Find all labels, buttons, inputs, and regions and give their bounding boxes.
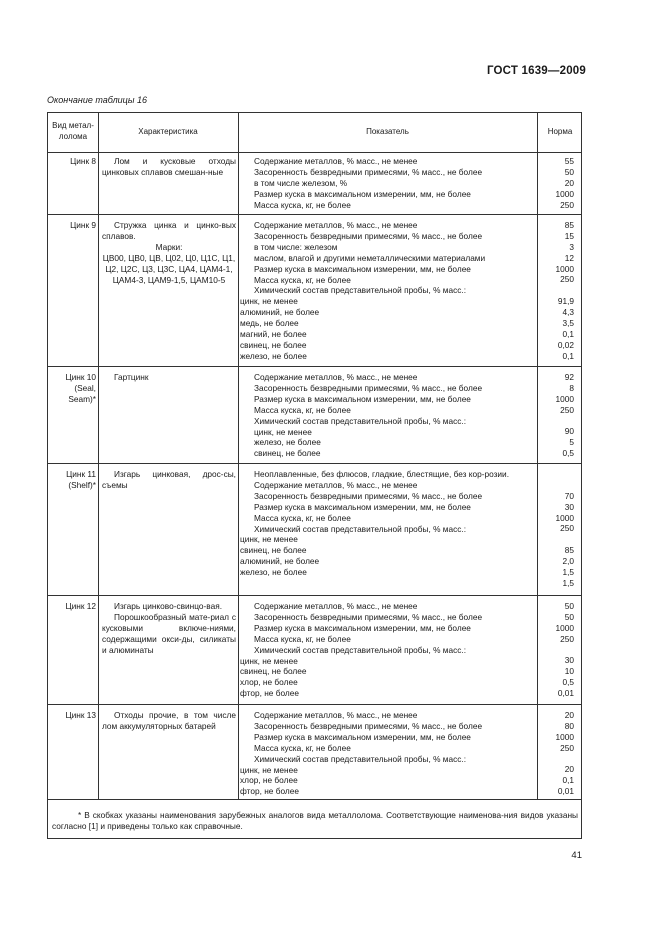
table-footnote: * В скобках указаны наименования зарубежных аналогов вида металлолома. Соответствующие наименова-ния видов указаны согласно [1] и приведены только как справочные. bbox=[52, 810, 578, 831]
column-header-norm: Норма bbox=[547, 127, 573, 136]
table-row-norms: 85 15 3 12 1000 250 91,9 4,3 3,5 0,1 0,02 0,1 bbox=[555, 220, 574, 361]
row-divider bbox=[48, 152, 581, 153]
table-row-type: Цинк 13 bbox=[65, 710, 96, 720]
table-row-indicators: Неоплавленные, без флюсов, гладкие, блестящие, без кор-розии. Содержание металлов, % масс., не менее Засоренность безвредными примесями, % масс., не более Размер куска в максимальном измерении, мм, не более Масса куска, кг, не более Химический состав представительной пробы, % масс.: цинк, не менее свинец, не более алюминий, не более железо, не более bbox=[240, 469, 509, 578]
table-row-type: Цинк 9 bbox=[70, 220, 96, 230]
table-row-indicators: Содержание металлов, % масс., не менее Засоренность безвредными примесями, % масс., не более Размер куска в максимальном измерении, мм, не более Масса куска, кг, не более Химический состав представительной пробы, % масс.: цинк, не менее хлор, не более фтор, не более bbox=[240, 710, 483, 797]
page-number: 41 bbox=[571, 850, 582, 861]
table-row-characteristic: Гартцинк bbox=[114, 372, 149, 382]
row-divider bbox=[48, 463, 581, 464]
table-row-characteristic: Лом и кусковые отходы цинковых сплавов смешан-ные bbox=[102, 156, 236, 177]
row-divider bbox=[48, 366, 581, 367]
table-row-norms: 20 80 1000 250 20 0,1 0,01 bbox=[555, 710, 574, 797]
data-table bbox=[47, 112, 582, 839]
table-caption: Окончание таблицы 16 bbox=[47, 95, 147, 105]
table-row-indicators: Содержание металлов, % масс., не менее Засоренность безвредными примесями, % масс., не более в том числе: железом маслом, влагой и другими неметаллическими материалами Размер куска в максимальном измерении, мм, не более Масса куска, кг, не более Химический состав представительной пробы, % масс.: цинк, не менее алюминий, не более медь, не более магний, не более свинец, не более железо, не более bbox=[240, 220, 486, 361]
table-row-norms: 55 50 20 1000 250 bbox=[555, 156, 574, 210]
table-row-norms: 70 30 1000 250 85 2,0 1,5 1,5 bbox=[555, 490, 574, 588]
row-divider bbox=[48, 214, 581, 215]
table-row-type: Цинк 8 bbox=[70, 156, 96, 166]
row-divider bbox=[48, 704, 581, 705]
table-row-indicators: Содержание металлов, % масс., не менее Засоренность безвредными примесями, % масс., не более Размер куска в максимальном измерении, мм, не более Масса куска, кг, не более Химический состав представительной пробы, % масс.: цинк, не менее железо, не более свинец, не более bbox=[254, 372, 483, 459]
row-divider bbox=[48, 799, 581, 800]
row-divider bbox=[48, 595, 581, 596]
table-row-indicators: Содержание металлов, % масс., не менее Засоренность безвредными примесями, % масс., не более Размер куска в максимальном измерении, мм, не более Масса куска, кг, не более Химический состав представительной пробы, % масс.: цинк, не менее свинец, не более хлор, не более фтор, не более bbox=[240, 601, 483, 699]
table-row-characteristic: Изгарь цинковая, дрос-сы, съемы bbox=[102, 469, 236, 490]
column-header-type: Вид метал-лолома bbox=[52, 121, 94, 141]
table-row-norms: 92 8 1000 250 90 5 0,5 bbox=[555, 372, 574, 459]
table-row-characteristic: Изгарь цинково-свинцо-вая. Порошкообразный мате-риал с кусковыми включе-ниями, содержащими окси-ды, силикаты и алюминаты bbox=[102, 601, 236, 655]
column-divider bbox=[98, 113, 99, 799]
table-row-characteristic: Отходы прочие, в том числе лом аккумуляторных батарей bbox=[102, 710, 236, 731]
table-row-type: Цинк 11 (Shelf)* bbox=[66, 469, 96, 490]
table-row-type: Цинк 10 (Seal, Seam)* bbox=[65, 372, 96, 404]
table-row-characteristic: Стружка цинка и цинко-вых сплавов. Марки: ЦВ00, ЦВ0, ЦВ, Ц02, Ц0, Ц1С, Ц1, Ц2, Ц2С, Ц3, Ц3С, ЦА4, ЦАМ4-1, ЦАМ4-3, ЦАМ9-1,5, ЦАМ10-5 bbox=[102, 220, 236, 285]
column-header-indicator: Показатель bbox=[366, 127, 409, 136]
column-header-characteristic: Характеристика bbox=[138, 127, 198, 136]
column-divider bbox=[238, 113, 239, 799]
table-row-norms: 50 50 1000 250 30 10 0,5 0,01 bbox=[555, 601, 574, 699]
table-row-indicators: Содержание металлов, % масс., не менее Засоренность безвредными примесями, % масс., не более в том числе железом, % Размер куска в максимальном измерении, мм, не более Масса куска, кг, не более bbox=[254, 156, 483, 210]
table-row-type: Цинк 12 bbox=[65, 601, 96, 611]
document-header: ГОСТ 1639—2009 bbox=[486, 65, 586, 77]
